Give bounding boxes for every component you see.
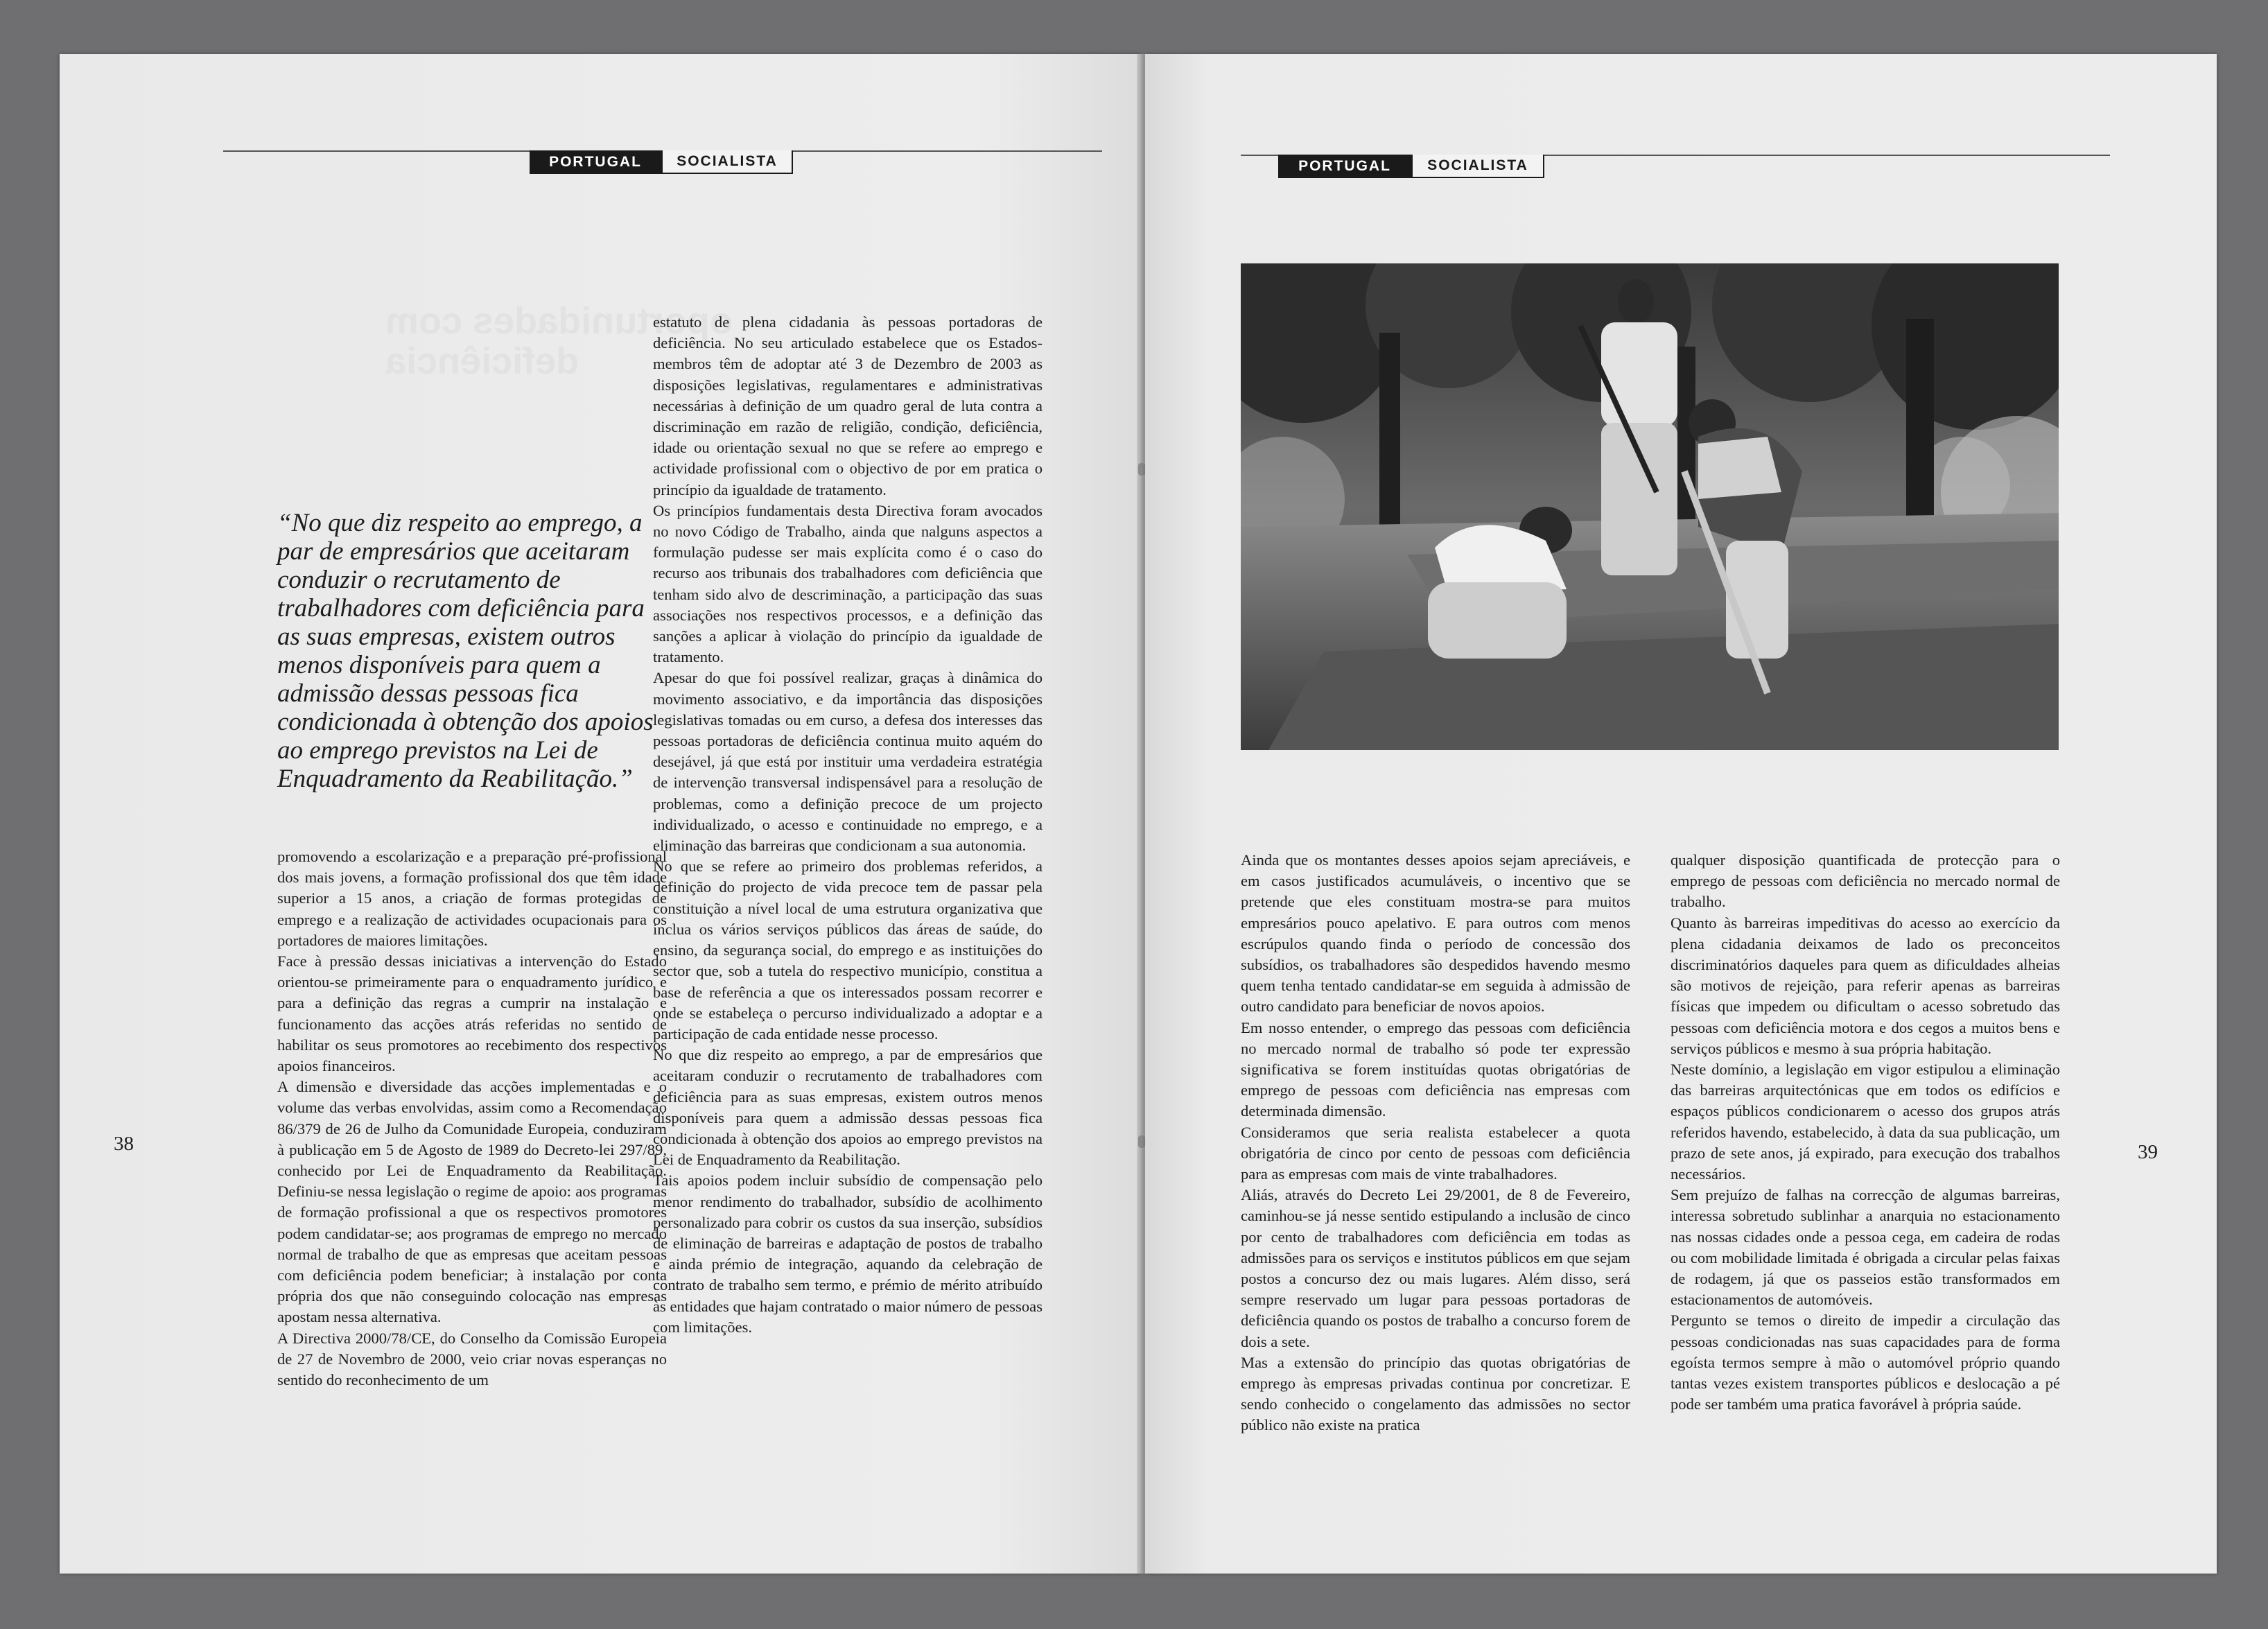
paragraph: Sem prejuízo de falhas na correcção de algumas barreiras, interessa sobretudo sublinhar a anarquia no estacionamento nas nossas cidades onde a pessoa cega, em cadeira de rodas ou com mobilidade limitada é obrigada a circular pelas faixas de rodagem, já que os passeios estão transformados em estacionamentos de automóveis.: [1671, 1186, 2060, 1309]
right-page-column-2: [1671, 850, 2060, 1415]
paragraph: No que se refere ao primeiro dos problemas referidos, a definição do projecto de vida precoce tem de passar pela constituição a nível local de uma estrutura organizativa que inclua os vários serviços públicos das áreas de saúde, do ensino, da segurança social, do emprego e as instituições do sector que, sob a tutela do respectivo município, constitua a base de referência a que os interessados possam recorrer e onde se estabeleça o percurso individualizado a adoptar e a participação de cada entidade nesse processo.: [653, 857, 1043, 1043]
paragraph: qualquer disposição quantificada de protecção para o emprego de pessoas com deficiência no mercado normal de trabalho.: [1671, 851, 2060, 911]
pull-quote-text: “No que diz respeito ao emprego, a par de empresários que aceitaram conduzir o recrutamento de trabalhadores com deficiência para as suas empresas, existem outros menos disponíveis para quem a admissão dessas pessoas fica condicionada à obtenção dos apoios ao emprego previstos na Lei de Enquadramento da Reabilitação.”: [277, 509, 654, 793]
paragraph: A dimensão e diversidade das acções implementadas e o volume das verbas envolvidas, assim como a Recomendação 86/379 de 26 de Julho da Comunidade Europeia, conduziram à publicação em 5 de Agosto de 1989 do Decreto-lei 297/89, conhecido por Lei de Enquadramento da Reabilitação. Definiu-se nessa legislação o regime de apoio: aos programas de formação profissional a que os respectivos promotores podem candidatar-se; aos programas de emprego no mercado normal de trabalho de que as empresas que aceitam pessoas com deficiência podem beneficiar; à instalação por conta própria dos que não conseguindo colocação nas empresas apostam nessa alternativa.: [277, 1078, 667, 1326]
paragraph: Mas a extensão do princípio das quotas obrigatórias de emprego às empresas privadas continua por concretizar. E sendo conhecido o congelamento das admissões no sector público não existe na pratica: [1241, 1353, 1630, 1434]
right-page-column-1: [1241, 850, 1630, 1436]
paragraph: Os princípios fundamentais desta Directiva foram avocados no novo Código de Trabalho, ainda que nalguns aspectos a formulação pudesse ser mais explícita como é o caso do recurso aos tribunais dos trabalhadores com deficiência que tenham sido alvo de descriminação, a participação das suas associações nos respectivos processos, e a definição das sanções a aplicar à violação do princípio da igualdade de tratamento.: [653, 501, 1043, 666]
paragraph: promovendo a escolarização e a preparação pré-profissional dos mais jovens, a formação profissional dos que têm idade superior a 15 anos, a criação de formas protegidas de emprego e a realização de actividades ocupacionais para os portadores de maiores limitações.: [277, 848, 667, 949]
page-header: [1241, 155, 2110, 182]
paragraph: Em nosso entender, o emprego das pessoas com deficiência no mercado normal de trabalho só pode ter expressão significativa se forem instituídas quotas obrigatórias de emprego de pessoas com deficiência nas empresas com determinada dimensão.: [1241, 1018, 1630, 1120]
header-label-portugal: PORTUGAL: [1278, 155, 1411, 178]
paragraph: Aliás, através do Decreto Lei 29/2001, de 8 de Fevereiro, caminhou-se já nesse sentido estipulando a inclusão de cinco por cento de trabalhadores com deficiência em todas as admissões para os serviços e institutos públicos em que sejam postos a concurso dez ou mais lugares. Além disso, será sempre reservado um lugar para pessoas portadoras de deficiência quando os postos de trabalho a concurso forem de dois a sete.: [1241, 1186, 1630, 1350]
page-number: 38: [114, 1133, 134, 1155]
paragraph: Ainda que os montantes desses apoios sejam apreciáveis, e em casos justificados acumuláveis, o incentivo que se pretende que eles constituam mostra-se para muitos empresários pouco apelativo. E para outros com menos escrúpulos quando finda o período de concessão dos subsídios, os trabalhadores são despedidos havendo mesmo quem tenha tentado candidatar-se em seguida à admissão de outro candidato para beneficiar de novos apoios.: [1241, 851, 1630, 1016]
staple: [1138, 1135, 1145, 1148]
paragraph: Quanto às barreiras impeditivas do acesso ao exercício da plena cidadania deixamos de lado os preconceitos discriminatórios daqueles para quem as dificuldades alheias são motivos de rejeição, para referir apenas as barreiras físicas que impedem ou dificultam o acesso sobretudo das pessoas com deficiência motora e dos cegos a muitos bens e serviços públicos e mesmo à sua própria habitação.: [1671, 914, 2060, 1057]
photo-gardening: [1241, 263, 2059, 750]
pull-quote: [277, 509, 665, 793]
left-page-column-1: [277, 846, 667, 1391]
paragraph: estatuto de plena cidadania às pessoas portadoras de deficiência. No seu articulado estabelece que os Estados-membros têm de adoptar até 3 de Dezembro de 2003 as disposições legislativas, regulamentares e administrativas necessárias à definição de um quadro geral de luta contra a discriminação em razão de religião, condição, deficiência, idade ou orientação sexual no que se refere ao emprego e actividade profissional com o objectivo de por em pratica o princípio da igualdade de tratamento.: [653, 313, 1043, 498]
garden-photo-illustration: [1241, 263, 2059, 750]
paragraph: No que diz respeito ao emprego, a par de empresários que aceitaram conduzir o recrutamento de trabalhadores com deficiência para as suas empresas, existem outros menos disponíveis para quem a admissão dessas pessoas fica condicionada à obtenção dos apoios ao emprego previstos na Lei de Enquadramento da Reabilitação.: [653, 1046, 1043, 1169]
paragraph: A Directiva 2000/78/CE, do Conselho da Comissão Europeia de 27 de Novembro de 2000, veio criar novas esperanças no sentido do reconhecimento de um: [277, 1329, 667, 1389]
paragraph: Neste domínio, a legislação em vigor estipulou a eliminação das barreiras arquitectónicas que em todos os edifícios e espaços públicos condicionarem o acesso dos grupos atrás referidos havendo, estabelecido, à data da sua publicação, um prazo de sete anos, já expirado, para execução dos trabalhos necessários.: [1671, 1061, 2060, 1183]
page-header: [223, 150, 1102, 178]
right-page: [1145, 54, 2217, 1574]
header-label-socialista: SOCIALISTA: [661, 150, 793, 174]
paragraph: Face à pressão dessas iniciativas a intervenção do Estado orientou-se primeiramente para o enquadramento jurídico e para a definição das regras a cumprir na instalação e funcionamento das acções atrás referidas no sentido de habilitar os seus promotores ao recebimento dos respectivos apoios financeiros.: [277, 952, 667, 1075]
paragraph: Tais apoios podem incluir subsídio de compensação pelo menor rendimento do trabalhador, subsídio de acolhimento personalizado para cobrir os custos da sua inserção, subsídios de eliminação de barreiras e adaptação de postos de trabalho e ainda prémio de integração, aquando da celebração de contrato de trabalho sem termo, e prémio de mérito atribuído às entidades que hajam contratado o maior número de pessoas com limitações.: [653, 1171, 1043, 1336]
staple: [1138, 463, 1145, 476]
header-label-portugal: PORTUGAL: [530, 150, 661, 174]
left-page: [60, 54, 1141, 1574]
page-number: 39: [2138, 1141, 2158, 1163]
bleed-through-title: oportunidades com deficiência: [385, 300, 733, 382]
paragraph: Pergunto se temos o direito de impedir a circulação das pessoas condicionadas nas suas capacidades para de forma egoísta termos sempre à mão o automóvel próprio quando tantas vezes existem transportes públicos e deslocação a pé pode ser também uma pratica favorável à própria saúde.: [1671, 1312, 2060, 1413]
paragraph: Apesar do que foi possível realizar, graças à dinâmica do movimento associativo, e da importância das disposições legislativas tomadas ou em curso, a defesa dos interesses das pessoas portadoras de deficiência continua muito aquém do desejável, já que está por instituir uma verdadeira estratégia de intervenção transversal indispensável para a resolução de problemas, como a definição precoce de um projecto individualizado, o acesso e continuidade no emprego, e a eliminação das barreiras que condicionam a sua autonomia.: [653, 669, 1043, 855]
paragraph: Consideramos que seria realista estabelecer a quota obrigatória de cinco por cento de pessoas com deficiência para as empresas com mais de vinte trabalhadores.: [1241, 1123, 1630, 1183]
left-page-column-2: [653, 312, 1043, 1338]
header-label-socialista: SOCIALISTA: [1411, 155, 1544, 178]
